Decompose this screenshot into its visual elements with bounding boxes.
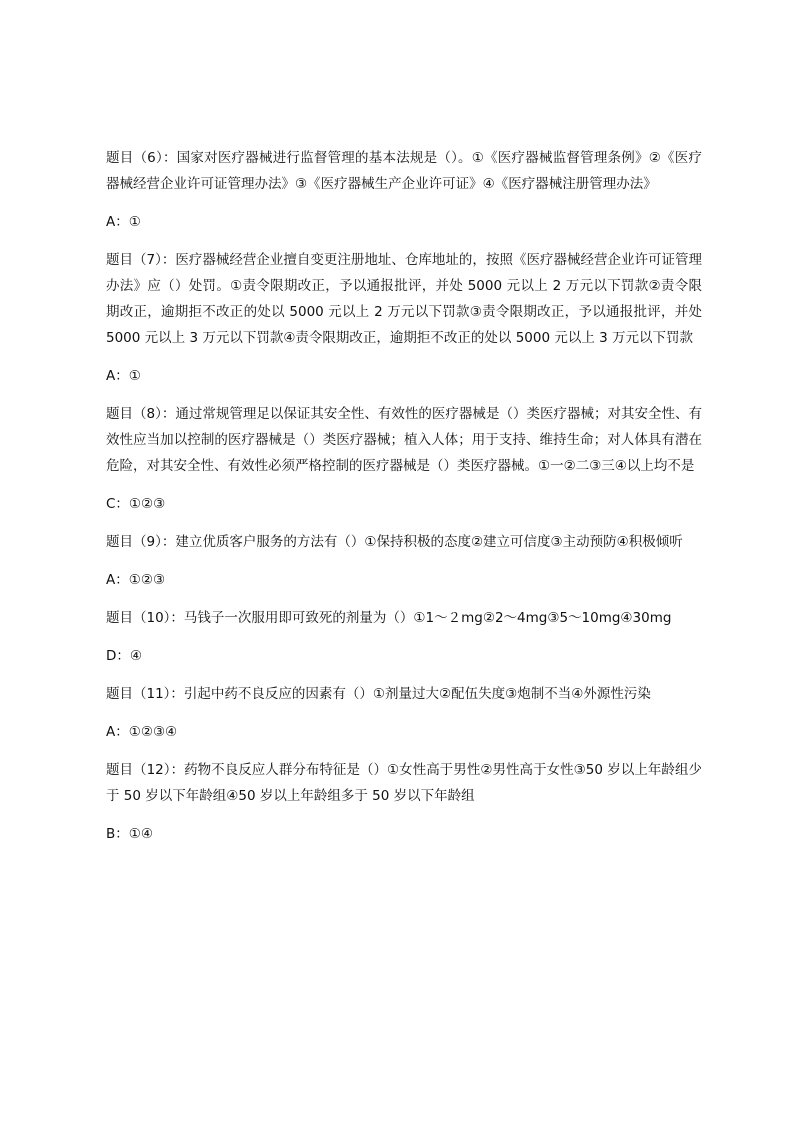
question-item-11 <box>106 681 702 745</box>
question-text: 题目（9）：建立优质客户服务的方法有（）①保持积极的态度②建立可信度③主动预防④积极倾听 <box>106 534 683 550</box>
question-item-6 <box>106 145 702 235</box>
question-list <box>106 145 702 859</box>
question-text: 题目（11）：引起中药不良反应的因素有（）①剂量过大②配伍失度③炮制不当④外源性污染 <box>106 686 651 702</box>
question-text: 题目（10）：马钱子一次服用即可致死的剂量为（）①1～２mg②2～4mg③5～10mg④30mg <box>106 610 672 626</box>
question-item-12 <box>106 757 702 847</box>
question-text: 题目（8）：通过常规管理足以保证其安全性、有效性的医疗器械是（）类医疗器械；对其安全性、有效性应当加以控制的医疗器械是（）类医疗器械；植入人体；用于支持、维持生命；对人体具有潜在危险，对其安全性、有效性必须严格控制的医疗器械是（）类医疗器械。①一②二③三④以上均不是 <box>106 406 702 474</box>
answer-text: A：① <box>106 214 141 230</box>
answer-text: B：①④ <box>106 826 153 842</box>
answer-text: A：① <box>106 368 141 384</box>
answer-text: D：④ <box>106 648 142 664</box>
question-text: 题目（7）：医疗器械经营企业擅自变更注册地址、仓库地址的，按照《医疗器械经营企业许可证管理办法》应（）处罚。①责令限期改正，予以通报批评，并处 5000 元以上 2 万元以下罚款②责令限期改正，逾期拒不改正的处以 5000 元以上 2 万元以下罚款③责令限期改正，予以通报批评，并处 5000 元以上 3 万元以下罚款④责令限期改正，逾期拒不改正的处以 5000 元以上 3 万元以下罚款 <box>106 252 702 346</box>
question-item-9 <box>106 529 702 593</box>
answer-text: A：①②③ <box>106 572 166 588</box>
answer-text: C：①②③ <box>106 496 166 512</box>
question-text: 题目（6）：国家对医疗器械进行监督管理的基本法规是（）。①《医疗器械监督管理条例》②《医疗器械经营企业许可证管理办法》③《医疗器械生产企业许可证》④《医疗器械注册管理办法》 <box>106 150 702 192</box>
question-item-8 <box>106 401 702 517</box>
question-item-7 <box>106 247 702 389</box>
question-text: 题目（12）：药物不良反应人群分布特征是（）①女性高于男性②男性高于女性③50 岁以上年龄组少于 50 岁以下年龄组④50 岁以上年龄组多于 50 岁以下年龄组 <box>106 762 702 804</box>
answer-text: A：①②③④ <box>106 724 178 740</box>
question-item-10 <box>106 605 702 669</box>
